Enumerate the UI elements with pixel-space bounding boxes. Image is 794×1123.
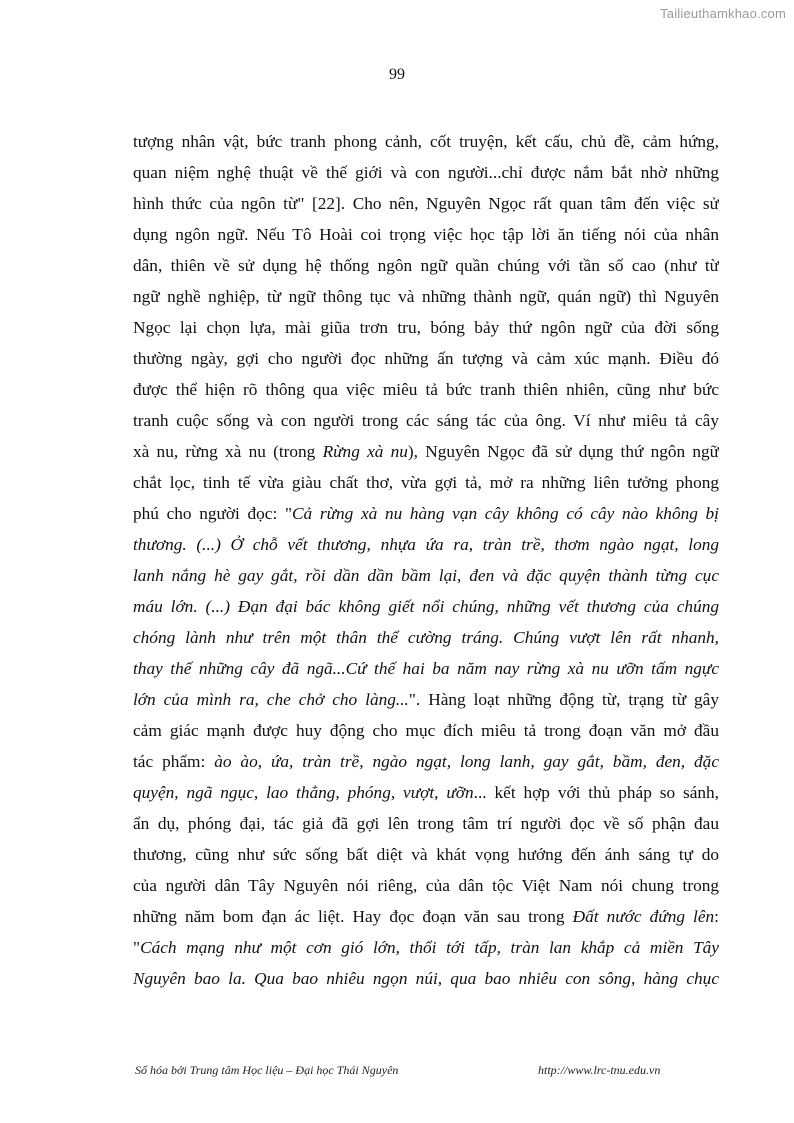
text-line	[133, 132, 719, 163]
text-line	[133, 659, 719, 690]
text-line	[133, 535, 719, 566]
text-run: quan niệm nghệ thuật về thế giới và con người...chỉ được nắm bắt nhờ những	[133, 163, 719, 182]
text-run: tác phẩm:	[133, 752, 215, 771]
text-line	[133, 318, 719, 349]
watermark-text: Tailieuthamkhao.com	[660, 6, 786, 21]
text-line	[133, 845, 719, 876]
text-line	[133, 783, 719, 814]
text-line	[133, 752, 719, 783]
text-line	[133, 287, 719, 318]
text-run: "	[133, 938, 141, 957]
text-line	[133, 473, 719, 504]
italic-text-run: ào ào, ứa, tràn trề, ngào ngạt, long lanh, gay gắt, bầm, đen, đặc	[214, 752, 719, 771]
text-line	[133, 225, 719, 256]
italic-text-run: lanh nắng hè gay gắt, rồi dần dần bầm lại, đen và đặc quyện thành từng cục	[133, 566, 719, 585]
italic-text-run: thương. (...) Ở chỗ vết thương, nhựa ứa ra, tràn trề, thơm ngào ngạt, long	[133, 535, 719, 554]
footer-url[interactable]: http://www.lrc-tnu.edu.vn	[538, 1063, 661, 1077]
italic-text-run: chóng lành như trên một thân thể cường tráng. Chúng vượt lên rất nhanh,	[133, 628, 719, 647]
body-text	[133, 132, 719, 1000]
text-run: những năm bom đạn ác liệt. Hay đọc đoạn văn sau trong	[133, 907, 573, 926]
text-run: Ngọc lại chọn lựa, mài giũa trơn tru, bóng bảy thứ ngôn ngữ của đời sống	[133, 318, 719, 337]
text-line	[133, 938, 719, 969]
text-line	[133, 628, 719, 659]
text-run: dụng ngôn ngữ. Nếu Tô Hoài coi trọng việc học tập lời ăn tiếng nói của nhân	[133, 225, 719, 244]
text-line	[133, 597, 719, 628]
text-line	[133, 566, 719, 597]
text-run: của người dân Tây Nguyên nói riêng, của dân tộc Việt Nam nói chung trong	[133, 876, 719, 895]
text-run: ), Nguyên Ngọc đã sử dụng thứ ngôn ngữ	[407, 442, 719, 461]
text-line	[133, 969, 719, 1000]
text-line	[133, 256, 719, 287]
text-line	[133, 194, 719, 225]
text-run: hình thức của ngôn từ" [22]. Cho nên, Nguyên Ngọc rất quan tâm đến việc sử	[133, 194, 719, 213]
text-line	[133, 876, 719, 907]
italic-text-run: quyện, ngã ngục, lao thẳng, phóng, vượt, ưỡn	[133, 783, 474, 802]
text-run: ngữ nghề nghiệp, từ ngữ thông tục và những thành ngữ, quán ngữ) thì Nguyên	[133, 287, 719, 306]
italic-text-run: thay thế những cây đã ngã...Cứ thế hai ba năm nay rừng xà nu ưỡn tấm ngực	[133, 659, 719, 678]
footer-credit: Số hóa bởi Trung tâm Học liệu – Đại học Thái Nguyên	[135, 1063, 399, 1077]
text-run: tượng nhân vật, bức tranh phong cảnh, cốt truyện, kết cấu, chủ đề, cảm hứng,	[133, 132, 719, 151]
italic-text-run: Nguyên bao la. Qua bao nhiêu ngọn núi, qua bao nhiêu con sông, hàng chục	[133, 969, 719, 988]
text-run: :	[714, 907, 719, 926]
text-line	[133, 721, 719, 752]
italic-text-run: Rừng xà nu	[322, 442, 408, 461]
italic-text-run: Cả rừng xà nu hàng vạn cây không có cây nào không bị	[292, 504, 719, 523]
italic-text-run: máu lớn. (...) Đạn đại bác không giết nổi chúng, những vết thương của chúng	[133, 597, 719, 616]
text-run: xà nu, rừng xà nu (trong	[133, 442, 323, 461]
text-line	[133, 411, 719, 442]
italic-text-run: lớn của mình ra, che chở cho làng...	[133, 690, 409, 709]
italic-text-run: Cách mạng như một cơn gió lớn, thổi tới tấp, tràn lan khắp cả miền Tây	[140, 938, 719, 957]
text-line	[133, 442, 719, 473]
text-line	[133, 380, 719, 411]
text-run: ... kết hợp với thủ pháp so sánh,	[473, 783, 719, 802]
text-run: cảm giác mạnh được huy động cho mục đích miêu tả trong đoạn văn mở đầu	[133, 721, 719, 740]
text-line	[133, 814, 719, 845]
text-run: phú cho người đọc: "	[133, 504, 292, 523]
text-line	[133, 907, 719, 938]
text-line	[133, 504, 719, 535]
text-run: thường ngày, gợi cho người đọc những ấn tượng và cảm xúc mạnh. Điều đó	[133, 349, 719, 368]
text-run: thương, cũng như sức sống bất diệt và khát vọng hướng đến ánh sáng tự do	[133, 845, 719, 864]
text-run: được thể hiện rõ thông qua việc miêu tả bức tranh thiên nhiên, cũng như bức	[133, 380, 719, 399]
text-run: ẩn dụ, phóng đại, tác giả đã gợi lên trong tâm trí người đọc về số phận đau	[133, 814, 719, 833]
text-line	[133, 349, 719, 380]
text-line	[133, 690, 719, 721]
text-line	[133, 163, 719, 194]
text-run: ". Hàng loạt những động từ, trạng từ gây	[408, 690, 719, 709]
page-number: 99	[389, 66, 405, 83]
text-run: tranh cuộc sống và con người trong các sáng tác của ông. Ví như miêu tả cây	[133, 411, 719, 430]
text-run: chắt lọc, tinh tế vừa giàu chất thơ, vừa gợi tả, mở ra những liên tưởng phong	[133, 473, 719, 492]
italic-text-run: Đất nước đứng lên	[572, 907, 715, 926]
text-run: dân, thiên về sử dụng hệ thống ngôn ngữ quần chúng với tần số cao (như từ	[133, 256, 719, 275]
